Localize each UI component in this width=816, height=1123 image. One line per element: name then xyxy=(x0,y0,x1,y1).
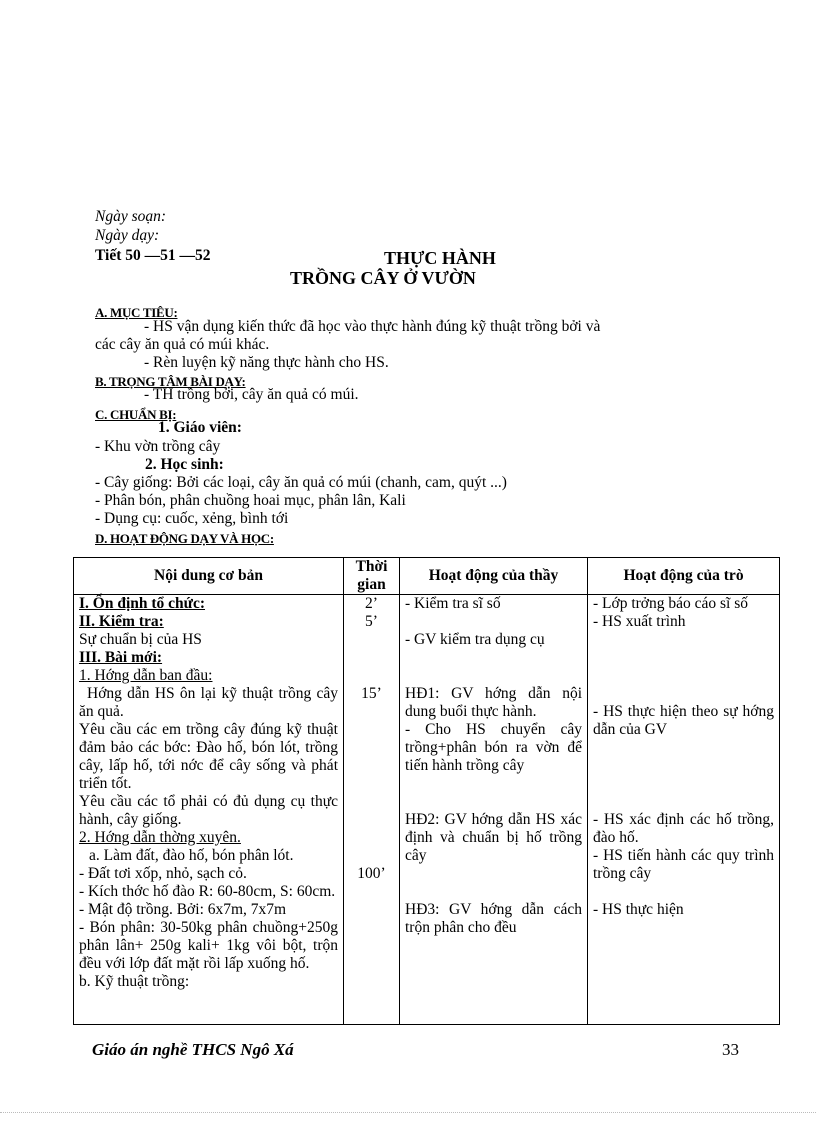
student-act-2: - HS xuất trình xyxy=(593,613,686,630)
header-content: Nội dung cơ bản xyxy=(74,558,344,595)
check-content: Sự chuẩn bị của HS xyxy=(79,631,202,648)
section-c-line-1: - Khu vờn trồng cây xyxy=(95,438,221,455)
section-c-heading: C. CHUẨN BỊ: xyxy=(95,407,177,422)
header-time: Thời gian xyxy=(344,558,400,595)
student-act-6: - HS thực hiện xyxy=(593,901,684,918)
time-cell xyxy=(344,595,400,1025)
hole-size-text: - Kích thớc hố đào R: 60-80cm, S: 60cm. xyxy=(79,883,336,900)
date-taught: Ngày dạy: xyxy=(95,227,160,244)
student-act-5: - HS tiến hành các quy trình trồng cây xyxy=(593,847,774,882)
table-row xyxy=(74,595,780,1025)
student-cell xyxy=(588,595,780,1025)
regular-guidance-heading: 2. Hớng dẫn thờng xuyên. xyxy=(79,829,241,846)
content-cell xyxy=(74,595,344,1025)
fertilizer-text: - Bón phân: 30-50kg phân chuồng+250g phân lân+ 250g kali+ 1kg vôi bột, trộn đều với lớp đất mặt rồi lấp xuống hố. xyxy=(79,919,338,972)
table-header-row xyxy=(74,558,780,595)
soil-prep-heading: a. Làm đất, đào hố, bón phân lót. xyxy=(89,847,294,864)
section-a-line-2: các cây ăn quả có múi khác. xyxy=(95,336,270,353)
student-act-4: - HS xác định các hố trồng, đào hố. xyxy=(593,811,774,846)
density-text: - Mật độ trồng. Bởi: 6x7m, 7x7m xyxy=(79,901,287,918)
title-line-1: THỰC HÀNH xyxy=(384,248,496,268)
header-student: Hoạt động của trò xyxy=(588,558,780,595)
section-c-teacher-heading: 1. Giáo viên: xyxy=(158,419,242,436)
page-bottom-divider xyxy=(0,1112,816,1113)
activity-table xyxy=(73,557,780,1025)
teacher-cell xyxy=(400,595,588,1025)
section-a-heading: A. MỤC TIÊU: xyxy=(95,305,178,320)
teacher-act-6: HĐ3: GV hớng dẫn cách trộn phân cho đều xyxy=(405,901,582,936)
footer-school: Giáo án nghề THCS Ngô Xá xyxy=(92,1040,294,1059)
title-line-2: TRỒNG CÂY Ở VƯỜN xyxy=(290,268,476,288)
header-teacher: Hoạt động của thầy xyxy=(400,558,588,595)
teacher-act-2: - GV kiểm tra dụng cụ xyxy=(405,631,545,648)
initial-guidance-text: Hớng dẫn HS ôn lại kỹ thuật trồng cây ăn quả. xyxy=(79,685,338,720)
teacher-act-4: - Cho HS chuyển cây trồng+phân bón ra vờn để tiến hành trồng cây xyxy=(405,721,582,774)
soil-text: - Đất tơi xốp, nhỏ, sạch cỏ. xyxy=(79,865,247,882)
teacher-act-1: - Kiểm tra sĩ số xyxy=(405,595,501,612)
time-4: 100’ xyxy=(357,865,386,882)
teacher-act-5: HĐ2: GV hớng dẫn HS xác định và chuẩn bị hố trồng cây xyxy=(405,811,582,864)
section-c-line-3: - Phân bón, phân chuồng hoai mục, phân lân, Kali xyxy=(95,492,406,509)
lesson-number: Tiết 50 —51 —52 xyxy=(95,247,211,264)
student-act-1: - Lớp trởng báo cáo sĩ số xyxy=(593,595,748,612)
time-1: 2’ xyxy=(365,595,378,612)
section-c-line-4: - Dụng cụ: cuốc, xẻng, bình tới xyxy=(95,510,289,527)
student-act-3: - HS thực hiện theo sự hớng dẫn của GV xyxy=(593,703,774,738)
section-b-heading: B. TRỌNG TÂM BÀI DẠY: xyxy=(95,374,246,389)
time-3: 15’ xyxy=(361,685,382,702)
planting-technique-heading: b. Kỹ thuật trồng: xyxy=(79,973,190,990)
section-b-line-1: - TH trồng bởi, cây ăn quả có múi. xyxy=(144,386,359,403)
stabilize-heading: I. Ổn định tổ chức: xyxy=(79,595,206,612)
time-2: 5’ xyxy=(365,613,378,630)
section-c-line-2: - Cây giống: Bởi các loại, cây ăn quả có múi (chanh, cam, quýt ...) xyxy=(95,474,507,491)
tools-requirement-text: Yêu cầu các tổ phải có đủ dụng cụ thực hành, cây giống. xyxy=(79,793,338,828)
section-a-line-1: - HS vận dụng kiến thức đã học vào thực hành đúng kỹ thuật trồng bởi và xyxy=(144,318,601,335)
section-a-line-3: - Rèn luyện kỹ năng thực hành cho HS. xyxy=(144,354,389,371)
date-prepared: Ngày soạn: xyxy=(95,208,167,225)
section-c-student-heading: 2. Học sinh: xyxy=(145,456,224,473)
new-lesson-heading: III. Bài mới: xyxy=(79,649,163,666)
initial-guidance-heading: 1. Hớng dẫn ban đầu: xyxy=(79,667,213,684)
teacher-act-3: HĐ1: GV hớng dẫn nội dung buổi thực hành. xyxy=(405,685,582,720)
check-heading: II. Kiểm tra: xyxy=(79,613,164,630)
requirements-text: Yêu cầu các em trồng cây đúng kỹ thuật đảm bảo các bớc: Đào hố, bón lót, trồng cây, lấp hố, tới nớc để cây sống và phát triển tốt. xyxy=(79,721,338,792)
section-d-heading: D. HOẠT ĐỘNG DẠY VÀ HỌC: xyxy=(95,531,274,546)
page-number: 33 xyxy=(722,1040,739,1059)
